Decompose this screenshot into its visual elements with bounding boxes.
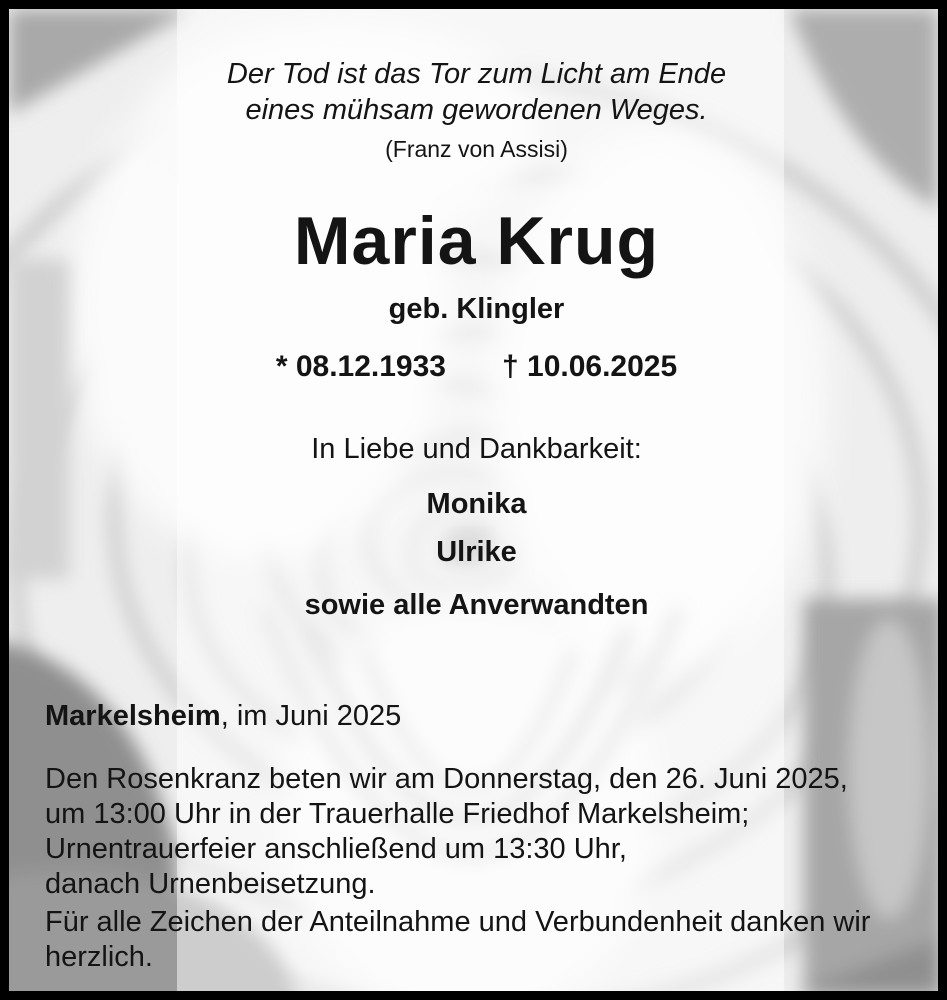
mourner-name: Ulrike bbox=[436, 536, 517, 568]
death-date: † 10.06.2025 bbox=[501, 350, 678, 383]
deceased-name: Maria Krug bbox=[293, 203, 660, 279]
mourner-name: Monika bbox=[426, 488, 527, 520]
dateline-place: Markelsheim bbox=[45, 700, 221, 732]
quote-attribution: (Franz von Assisi) bbox=[385, 136, 568, 162]
life-dates bbox=[174, 350, 779, 384]
announcement-line: Urnentrauerfeier anschließend um 13:30 Uhr, bbox=[45, 833, 627, 865]
thanks-line: Für alle Zeichen der Anteilnahme und Verbundenheit danken wir bbox=[45, 906, 871, 938]
quote-line-1: Der Tod ist das Tor zum Licht am Ende bbox=[226, 58, 727, 90]
announcement-line: Den Rosenkranz beten wir am Donnerstag, den 26. Juni 2025, bbox=[45, 763, 848, 795]
dateline bbox=[45, 700, 401, 733]
mourners-line: sowie alle Anverwandten bbox=[304, 589, 649, 621]
thanks-line: herzlich. bbox=[45, 941, 153, 973]
maiden-name: geb. Klingler bbox=[388, 293, 565, 325]
quote-line-2: eines mühsam gewordenen Weges. bbox=[245, 94, 708, 126]
funeral-announcement bbox=[45, 762, 848, 902]
dedication-intro: In Liebe und Dankbarkeit: bbox=[311, 433, 642, 465]
announcement-line: danach Urnenbeisetzung. bbox=[45, 868, 376, 900]
dateline-rest: , im Juni 2025 bbox=[220, 700, 402, 732]
thanks-note bbox=[45, 905, 870, 975]
announcement-line: um 13:00 Uhr in der Trauerhalle Friedhof Markelsheim; bbox=[45, 798, 750, 830]
birth-date: * 08.12.1933 bbox=[275, 350, 446, 383]
